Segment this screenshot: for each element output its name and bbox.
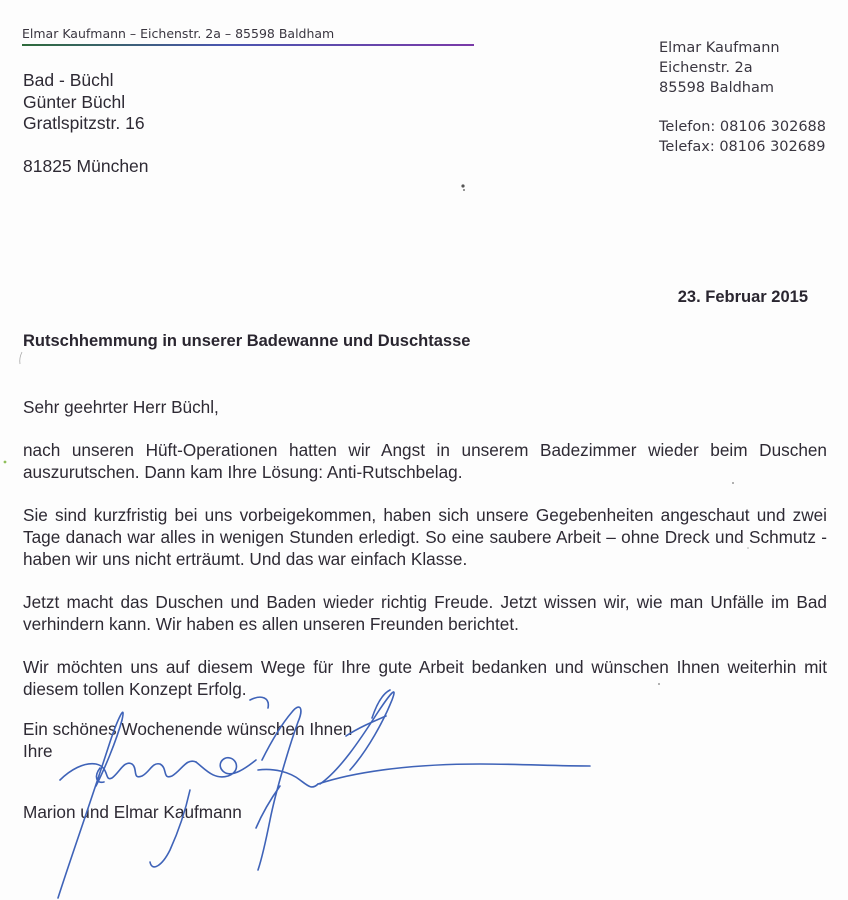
signatory-names: Marion und Elmar Kaufmann [23, 802, 242, 822]
sender-return-address: Elmar Kaufmann – Eichenstr. 2a – 85598 Baldham [22, 26, 335, 41]
letter-subject: Rutschhemmung in unserer Badewanne und Duschtasse [23, 332, 471, 350]
sender-fax: Telefax: 08106 302689 [659, 139, 826, 155]
body-paragraph-3: Jetzt macht das Duschen und Baden wieder richtig Freude. Jetzt wissen wir, wie man Unfälle im Bad verhindern kann. Wir haben es allen unseren Freunden berichtet. [23, 592, 827, 634]
recipient-street: Gratlspitzstr. 16 [23, 113, 145, 133]
recipient-company: Bad - Büchl [23, 70, 114, 90]
salutation: Sehr geehrter Herr Büchl, [23, 397, 219, 417]
sender-street: Eichenstr. 2a [659, 60, 753, 76]
body-paragraph-2: Sie sind kurzfristig bei uns vorbeigekommen, haben sich unsere Gegebenheiten angeschaut und zwei Tage danach war alles in wenigen Stunden erledigt. So eine saubere Arbeit – ohne Dreck und Schmutz - haben wir uns nicht erträumt. Und das war einfach Klasse. [23, 505, 827, 569]
letter-closing [23, 718, 352, 762]
sender-city: 85598 Baldham [659, 80, 775, 96]
sender-address-block [659, 38, 826, 157]
closing-ihre: Ihre [23, 741, 53, 761]
sender-phone: Telefon: 08106 302688 [659, 119, 827, 135]
closing-line: Ein schönes Wochenende wünschen Ihnen [23, 719, 353, 739]
body-paragraph-4: Wir möchten uns auf diesem Wege für Ihre gute Arbeit bedanken und wünschen Ihnen weiterhin mit diesem tollen Konzept Erfolg. [23, 657, 827, 699]
body-paragraph-1: nach unseren Hüft-Operationen hatten wir Angst in unserem Badezimmer wieder beim Duschen auszurutschen. Dann kam Ihre Lösung: Anti-Rutschbelag. [23, 440, 827, 482]
letter-date: 23. Februar 2015 [677, 288, 808, 306]
sender-name: Elmar Kaufmann [659, 40, 780, 56]
recipient-name: Günter Büchl [23, 91, 126, 112]
recipient-city: 81825 München [23, 155, 149, 176]
letter-body [23, 396, 827, 721]
recipient-address [23, 70, 149, 177]
